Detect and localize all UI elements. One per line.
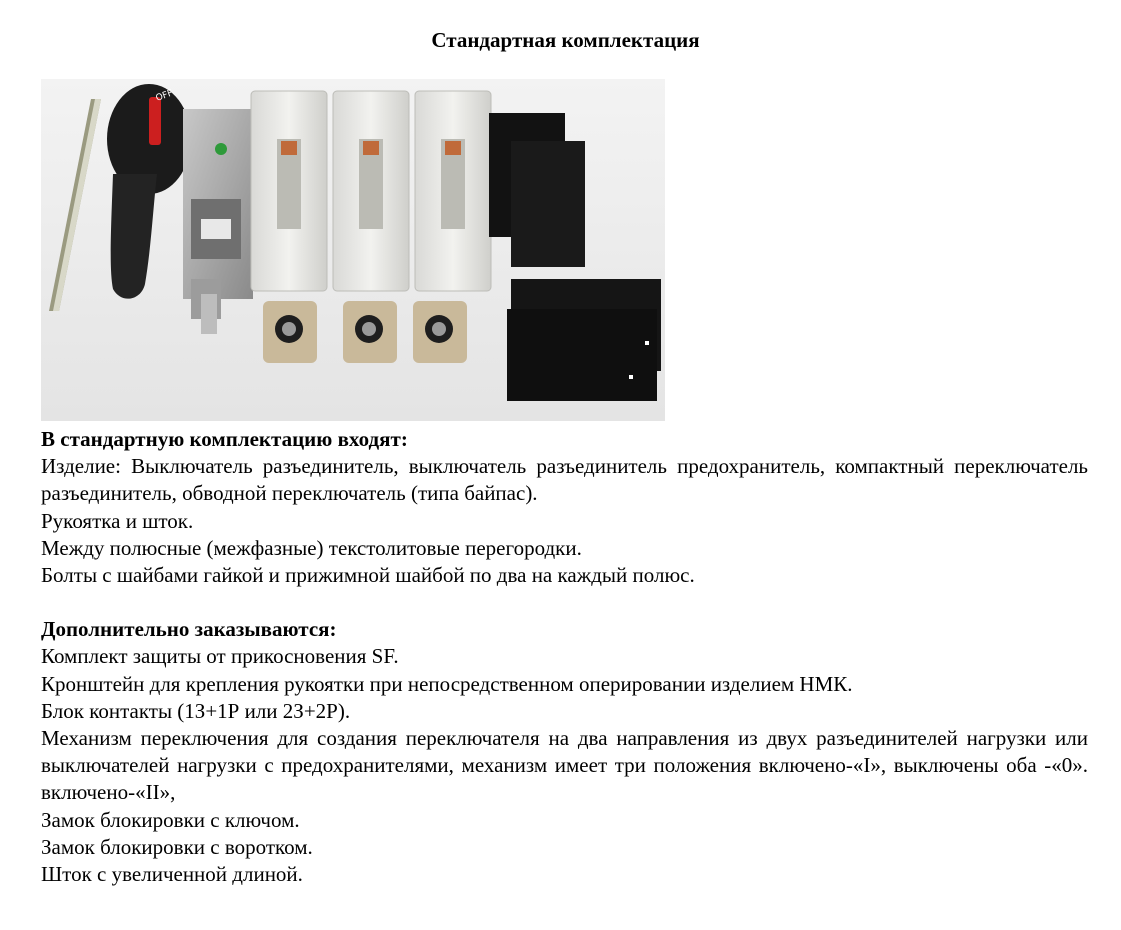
description [41, 426, 1088, 888]
optional-item: Механизм переключения для создания переключателя на два направления из двух разъединителей нагрузки или выключателей нагрузки с предохранителями, механизм имеет три положения включено-«I», выключены оба -«0». включено-«II», [41, 726, 1088, 805]
off-label: OFF [154, 88, 175, 104]
optional-heading: Дополнительно заказываются: [41, 617, 337, 642]
optional-item: Блок контакты (1З+1Р или 2З+2Р). [41, 698, 351, 723]
optional-item: Кронштейн для крепления рукоятки при непосредственном оперировании изделием НМК. [41, 671, 853, 696]
standard-item: Рукоятка и шток. [41, 508, 194, 533]
optional-item: Замок блокировки с воротком. [41, 834, 313, 859]
optional-item: Замок блокировки с ключом. [41, 807, 300, 832]
standard-item: Изделие: Выключатель разъединитель, выключатель разъединитель предохранитель, компактный переключатель разъединитель, обводной переключатель (типа байпас). [41, 454, 1088, 506]
product-photo [41, 79, 665, 421]
page-title: Стандартная комплектация [431, 28, 700, 52]
standard-item: Между полюсные (межфазные) текстолитовые перегородки. [41, 535, 582, 560]
standard-item: Болты с шайбами гайкой и прижимной шайбой по два на каждый полюс. [41, 563, 695, 588]
optional-item: Шток с увеличенной длиной. [41, 862, 303, 887]
optional-item: Комплект защиты от прикосновения SF. [41, 644, 399, 669]
standard-heading: В стандартную комплектацию входят: [41, 427, 408, 451]
